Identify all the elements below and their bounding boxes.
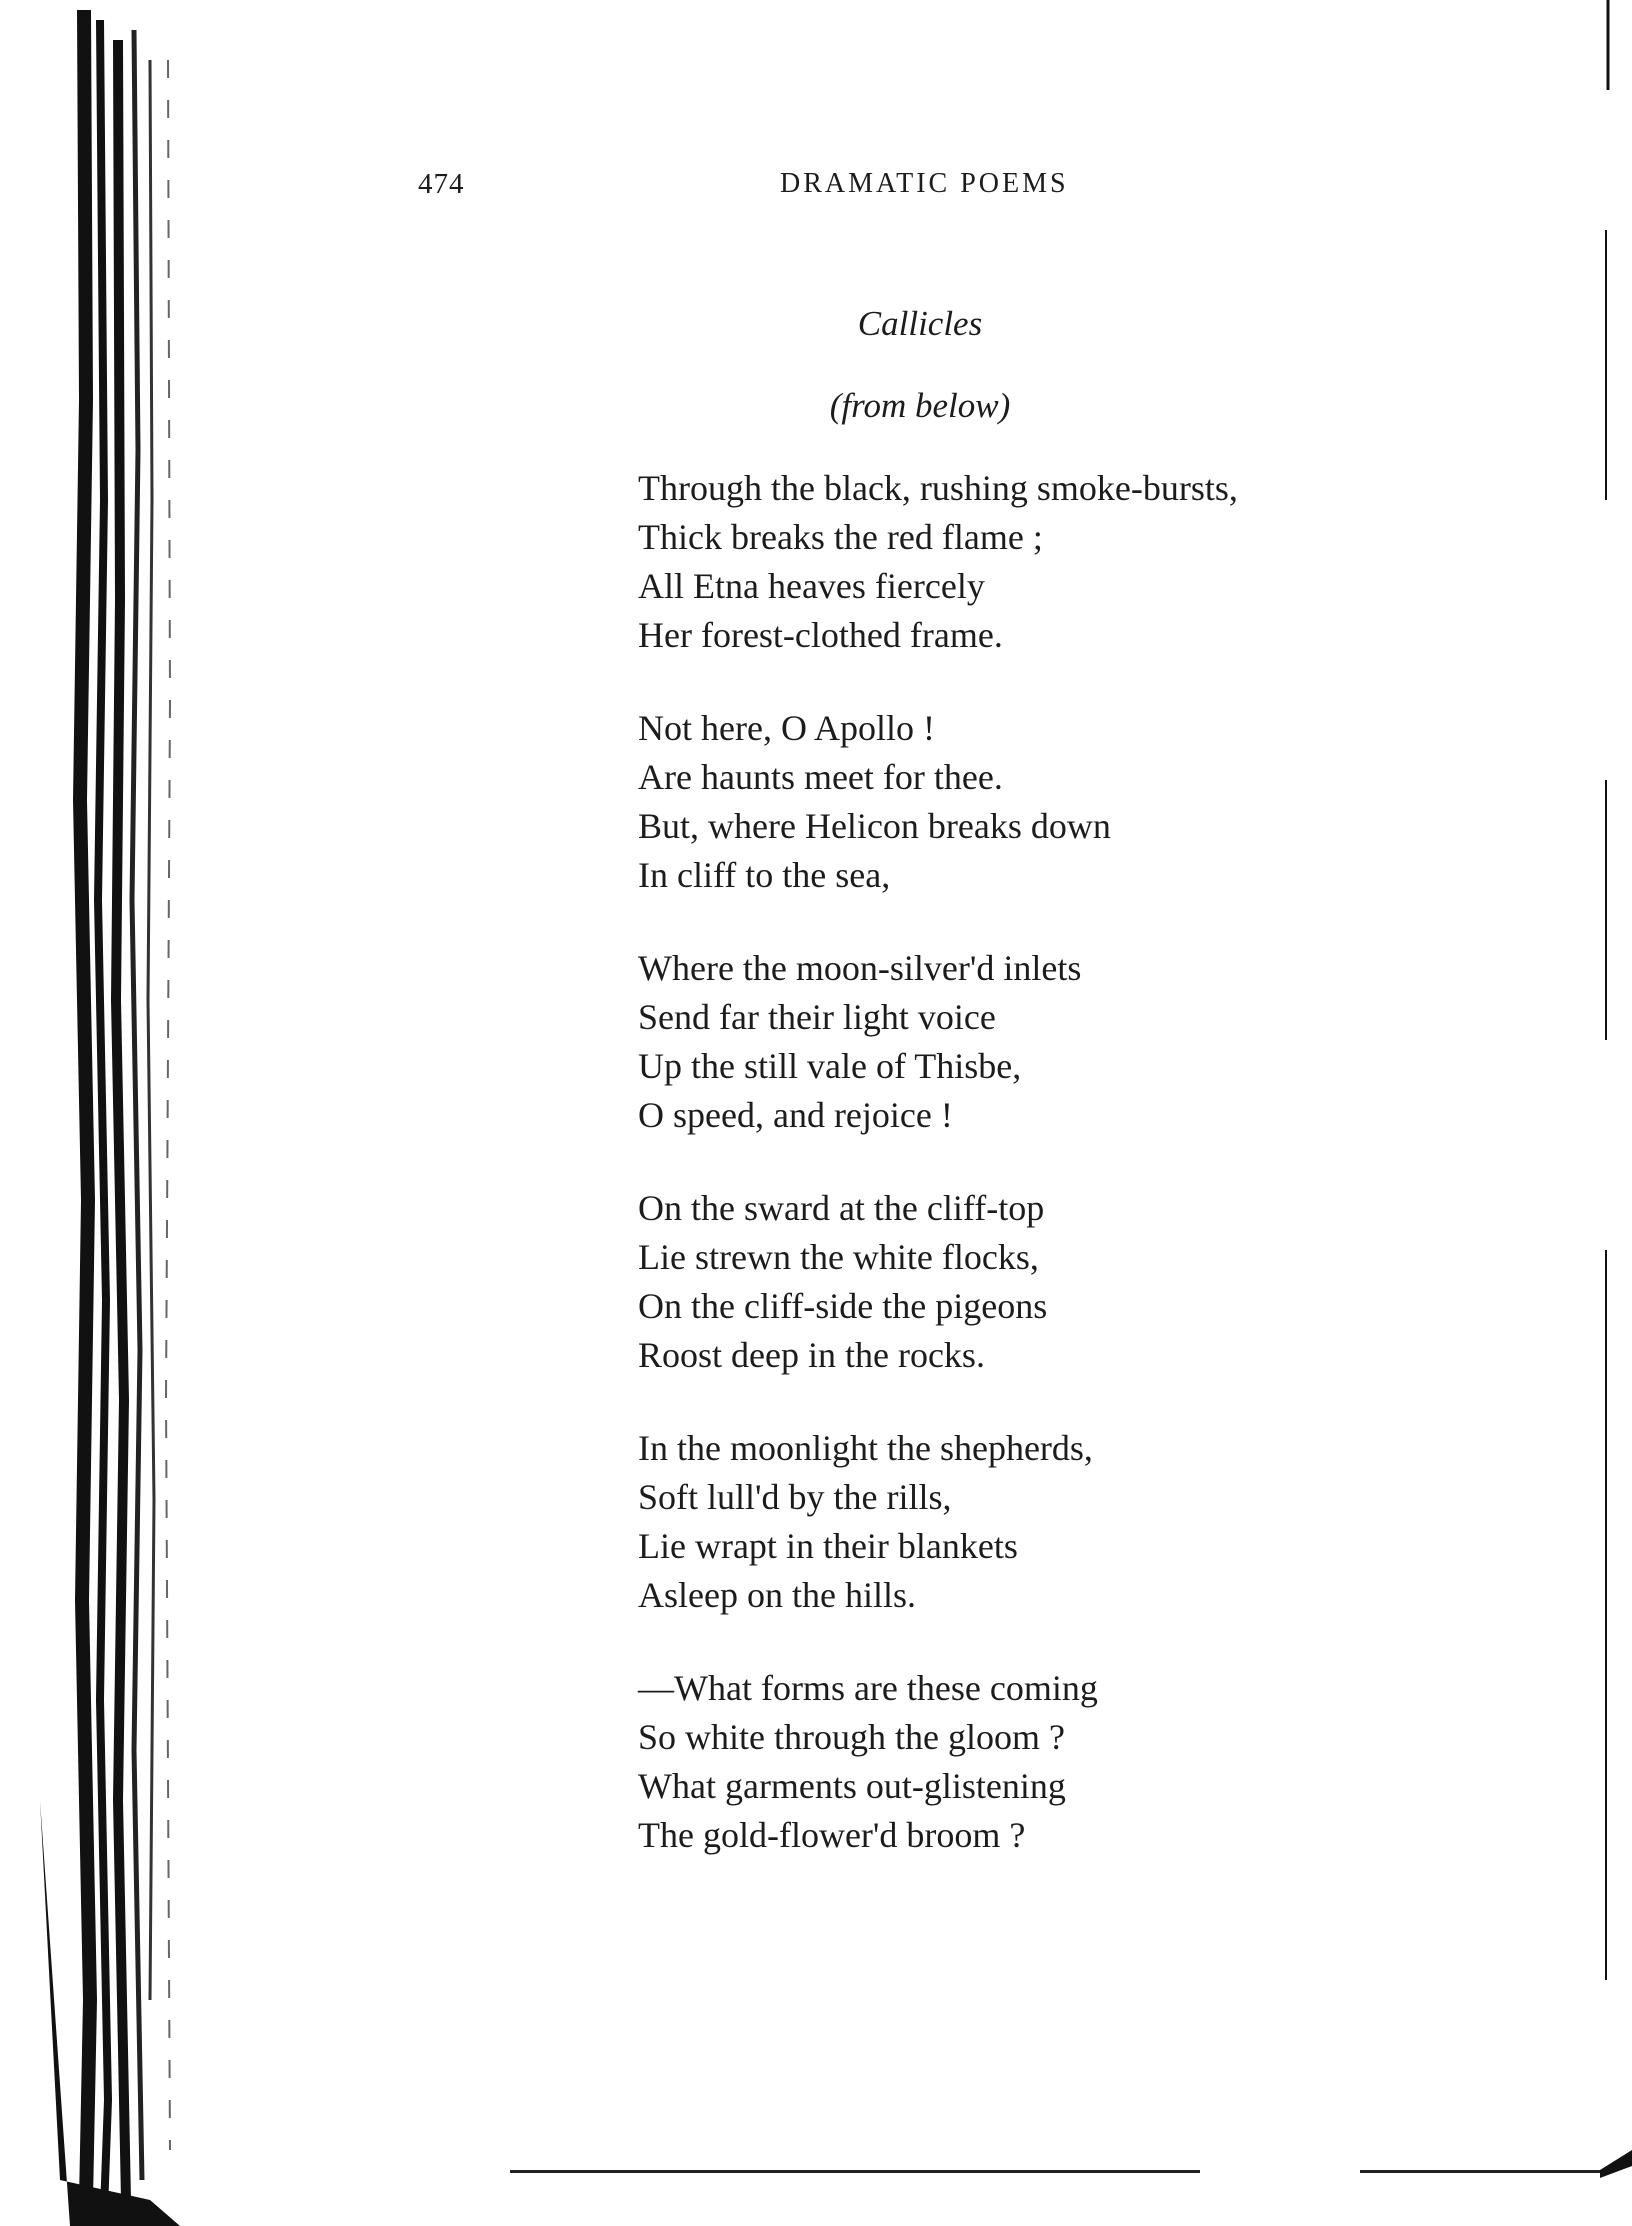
poem-line: Where the moon-silver'd inlets bbox=[638, 948, 1082, 988]
bottom-rule-right bbox=[1360, 2170, 1600, 2173]
book-binding-edge bbox=[0, 0, 180, 2226]
poem-line: Asleep on the hills. bbox=[638, 1575, 916, 1615]
poem-line: On the cliff-side the pigeons bbox=[638, 1286, 1048, 1326]
stanza bbox=[638, 1184, 1398, 1380]
poem-line: What garments out-glistening bbox=[638, 1766, 1066, 1806]
poem-line: In cliff to the sea, bbox=[638, 855, 891, 895]
poem-line: The gold-flower'd broom ? bbox=[638, 1815, 1026, 1855]
header-title: DRAMATIC POEMS bbox=[780, 168, 1069, 199]
poem-line: On the sward at the cliff-top bbox=[638, 1188, 1045, 1228]
poem-line: Lie wrapt in their blankets bbox=[638, 1526, 1018, 1566]
poem-line: Lie strewn the white flocks, bbox=[638, 1237, 1039, 1277]
stage-direction: (from below) bbox=[829, 386, 1011, 425]
poem-line: —What forms are these coming bbox=[638, 1668, 1098, 1708]
poem-body bbox=[638, 464, 1398, 1904]
page-right-edge bbox=[1600, 0, 1632, 2226]
bottom-rule-left bbox=[510, 2170, 1200, 2173]
page-number: 474 bbox=[418, 168, 465, 200]
stanza bbox=[638, 464, 1398, 660]
speaker-name: Callicles bbox=[857, 304, 983, 343]
poem-line: Soft lull'd by the rills, bbox=[638, 1477, 952, 1517]
poem-line: Up the still vale of Thisbe, bbox=[638, 1046, 1022, 1086]
poem-line: In the moonlight the shepherds, bbox=[638, 1428, 1093, 1468]
poem-line: Her forest-clothed frame. bbox=[638, 615, 1003, 655]
stanza bbox=[638, 1424, 1398, 1620]
stanza bbox=[638, 1664, 1398, 1860]
running-head bbox=[418, 168, 1158, 208]
poem-line: Roost deep in the rocks. bbox=[638, 1335, 985, 1375]
poem-line: Thick breaks the red flame ; bbox=[638, 517, 1043, 557]
poem-line: All Etna heaves fiercely bbox=[638, 566, 985, 606]
stanza bbox=[638, 944, 1398, 1140]
poem-line: Not here, O Apollo ! bbox=[638, 708, 935, 748]
poem-line: O speed, and rejoice ! bbox=[638, 1095, 953, 1135]
poem-line: Send far their light voice bbox=[638, 997, 996, 1037]
poem-line: Are haunts meet for thee. bbox=[638, 757, 1003, 797]
poem-line: So white through the gloom ? bbox=[638, 1717, 1065, 1757]
stanza bbox=[638, 704, 1398, 900]
poem-line: Through the black, rushing smoke-bursts, bbox=[638, 468, 1238, 508]
poem-line: But, where Helicon breaks down bbox=[638, 806, 1111, 846]
